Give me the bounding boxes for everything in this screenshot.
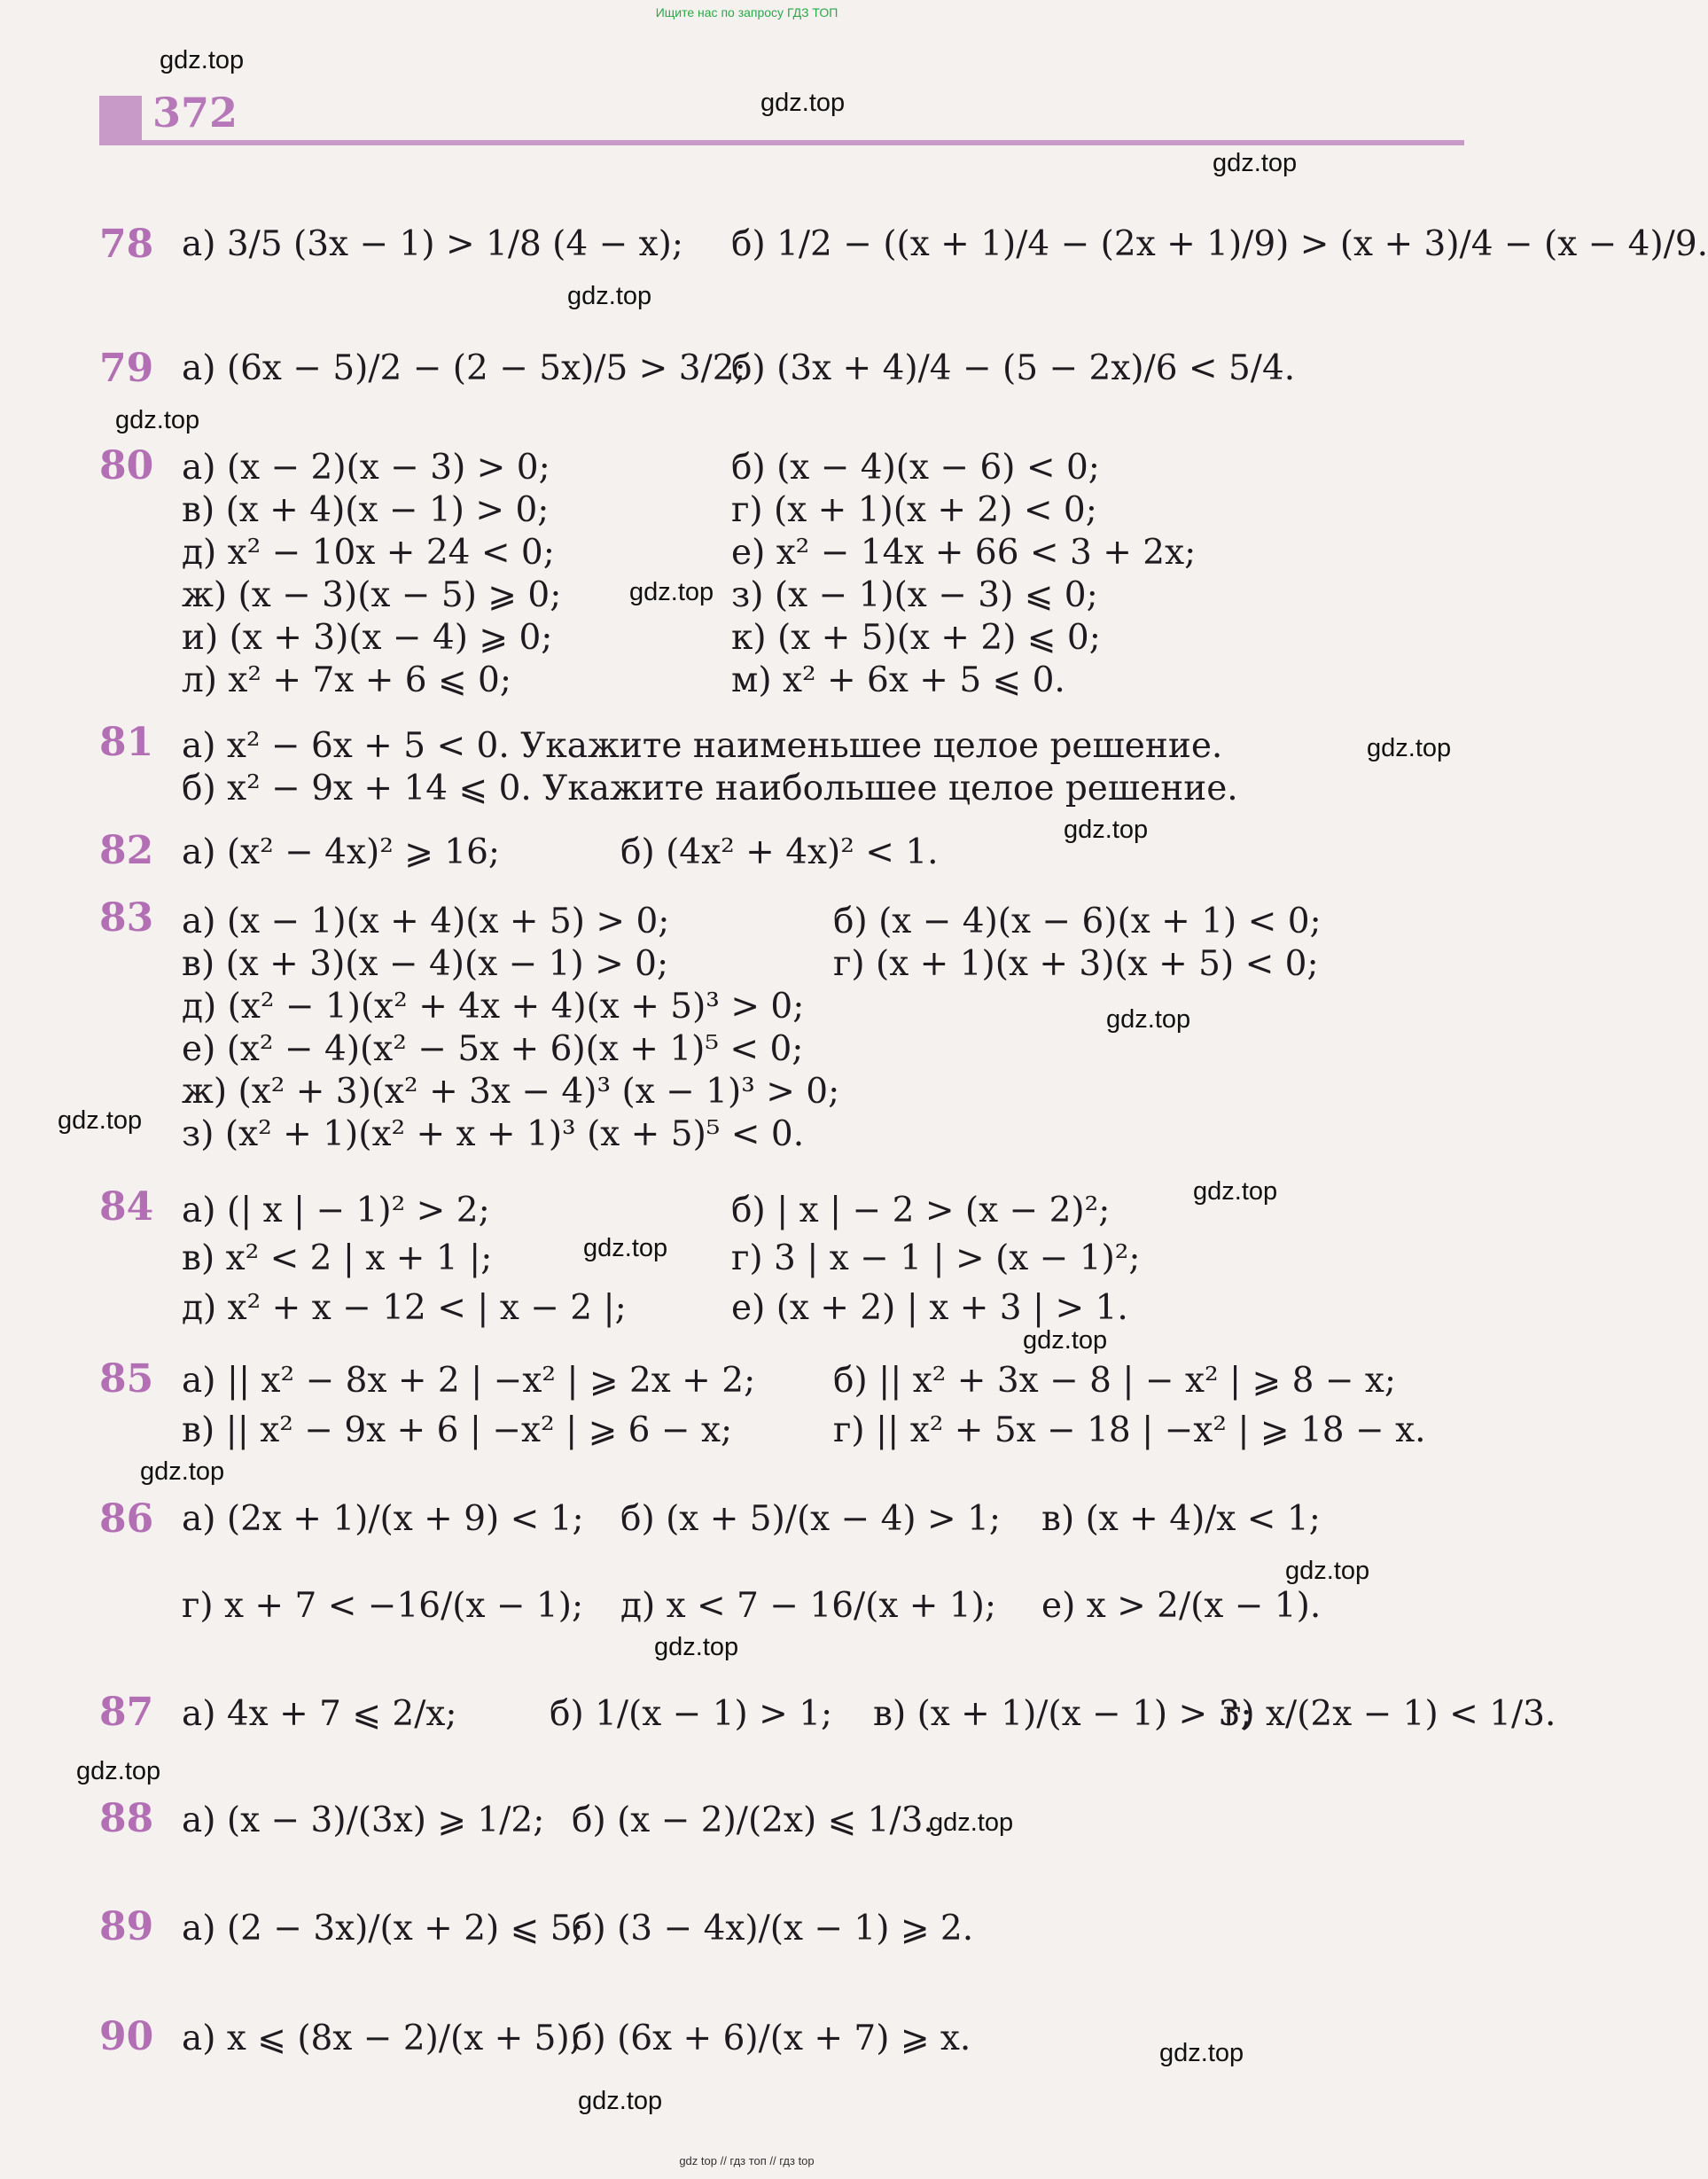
problem-81-item: а) x² − 6x + 5 < 0. Укажите наименьшее целое решение. [182,726,1223,766]
problem-83-item: ж) (x² + 3)(x² + 3x − 4)³ (x − 1)³ > 0; [182,1072,840,1112]
problem-88-item: б) (x − 2)/(2x) ⩽ 1/3. [572,1800,934,1840]
watermark: gdz.top [140,1457,225,1486]
problem-80-item: е) x² − 14x + 66 < 3 + 2x; [731,533,1197,573]
watermark: gdz.top [583,1234,668,1262]
problem-85-item: в) || x² − 9x + 6 | −x² | ⩾ 6 − x; [182,1410,733,1450]
problem-84-item: е) (x + 2) | x + 3 | > 1. [731,1288,1128,1328]
problem-number: 82 [99,828,154,873]
problem-number: 89 [99,1904,154,1949]
problem-89-item: б) (3 − 4x)/(x − 1) ⩾ 2. [572,1909,974,1949]
watermark: gdz.top [1367,734,1452,762]
problem-87-item: б) 1/(x − 1) > 1; [550,1694,833,1734]
problem-number: 90 [99,2014,154,2059]
problem-80-item: л) x² + 7x + 6 ⩽ 0; [182,660,512,700]
problem-83-item: з) (x² + 1)(x² + x + 1)³ (x + 5)⁵ < 0. [182,1114,805,1154]
problem-80-item: ж) (x − 3)(x − 5) ⩾ 0; [182,575,562,615]
problem-86-item: г) x + 7 < −16/(x − 1); [182,1586,584,1626]
problem-79-a: а) (6x − 5)/2 − (2 − 5x)/5 > 3/2; [182,348,746,388]
problem-83-item: д) (x² − 1)(x² + 4x + 4)(x + 5)³ > 0; [182,987,805,1027]
problem-80-item: б) (x − 4)(x − 6) < 0; [731,448,1100,488]
problem-83-item: в) (x + 3)(x − 4)(x − 1) > 0; [182,944,669,984]
problem-84-item: а) (| x | − 1)² > 2; [182,1191,490,1230]
problem-86-item: а) (2x + 1)/(x + 9) < 1; [182,1499,584,1539]
problem-80-item: г) (x + 1)(x + 2) < 0; [731,490,1097,530]
problem-90-item: а) x ⩽ (8x − 2)/(x + 5); [182,2019,581,2058]
problem-85-item: а) || x² − 8x + 2 | −x² | ⩾ 2x + 2; [182,1361,756,1401]
problem-number: 87 [99,1690,154,1735]
top-search-note: Ищите нас по запросу ГДЗ ТОП [655,5,838,20]
watermark: gdz.top [567,282,652,310]
problem-80-item: м) x² + 6x + 5 ⩽ 0. [731,660,1065,700]
watermark: gdz.top [629,578,714,606]
problem-86-item: б) (x + 5)/(x − 4) > 1; [620,1499,1002,1539]
problem-85-item: б) || x² + 3x − 8 | − x² | ⩾ 8 − x; [833,1361,1397,1401]
watermark: gdz.top [1285,1557,1370,1585]
problem-87-item: а) 4x + 7 ⩽ 2/x; [182,1694,457,1734]
problem-number: 86 [99,1496,154,1542]
watermark: gdz.top [76,1757,161,1785]
problem-79-b: б) (3x + 4)/4 − (5 − 2x)/6 < 5/4. [731,348,1296,388]
watermark: gdz.top [929,1808,1014,1837]
watermark: gdz.top [760,89,846,117]
problem-83-item: г) (x + 1)(x + 3)(x + 5) < 0; [833,944,1319,984]
watermark: gdz.top [1193,1177,1278,1206]
problem-81-item: б) x² − 9x + 14 ⩽ 0. Укажите наибольшее целое решение. [182,769,1238,808]
problem-86-item: д) x < 7 − 16/(x + 1); [620,1586,996,1626]
watermark: gdz.top [578,2087,663,2115]
watermark: gdz.top [1064,816,1149,844]
problem-82-b: б) (4x² + 4x)² < 1. [620,832,939,872]
problem-80-item: д) x² − 10x + 24 < 0; [182,533,555,573]
problem-84-item: д) x² + x − 12 < | x − 2 |; [182,1288,627,1328]
problem-86-item: в) (x + 4)/x < 1; [1041,1499,1321,1539]
problem-80-item: и) (x + 3)(x − 4) ⩾ 0; [182,618,553,658]
problem-87-item: г) x/(2x − 1) < 1/3. [1223,1694,1556,1734]
watermark: gdz.top [160,46,245,74]
problem-number: 85 [99,1356,154,1402]
problem-number: 78 [99,222,154,267]
watermark: gdz.top [1106,1005,1191,1034]
problem-83-item: а) (x − 1)(x + 4)(x + 5) > 0; [182,902,670,941]
page-number: 372 [152,89,238,137]
problem-80-item: а) (x − 2)(x − 3) > 0; [182,448,550,488]
problem-number: 79 [99,346,154,391]
problem-84-item: г) 3 | x − 1 | > (x − 1)²; [731,1238,1141,1278]
watermark: gdz.top [1159,2039,1244,2067]
problem-86-item: е) x > 2/(x − 1). [1041,1586,1322,1626]
problem-80-item: з) (x − 1)(x − 3) ⩽ 0; [731,575,1098,615]
watermark: gdz.top [1023,1326,1108,1355]
problem-number: 83 [99,895,154,941]
problem-83-item: е) (x² − 4)(x² − 5x + 6)(x + 1)⁵ < 0; [182,1029,804,1069]
problem-78-b: б) 1/2 − ((x + 1)/4 − (2x + 1)/9) > (x + 3)/4 − (x − 4)/9. [731,224,1708,264]
problem-90-item: б) (6x + 6)/(x + 7) ⩾ x. [572,2019,971,2058]
watermark: gdz.top [1213,149,1298,177]
watermark: gdz.top [115,406,200,434]
page-number-marker [99,96,142,140]
header-rule [99,140,1464,145]
watermark: gdz.top [654,1633,739,1661]
problem-82-a: а) (x² − 4x)² ⩾ 16; [182,832,501,872]
footer-note: gdz top // гдз топ // гдз top [679,2154,815,2167]
problem-number: 88 [99,1796,154,1841]
problem-88-item: а) (x − 3)/(3x) ⩾ 1/2; [182,1800,545,1840]
problem-84-item: б) | x | − 2 > (x − 2)²; [731,1191,1111,1230]
problem-87-item: в) (x + 1)/(x − 1) > 3; [873,1694,1252,1734]
problem-84-item: в) x² < 2 | x + 1 |; [182,1238,493,1278]
watermark: gdz.top [58,1106,143,1135]
problem-number: 81 [99,720,154,765]
problem-number: 84 [99,1184,154,1230]
problem-78-a: а) 3/5 (3x − 1) > 1/8 (4 − x); [182,224,684,264]
problem-number: 80 [99,443,154,488]
problem-83-item: б) (x − 4)(x − 6)(x + 1) < 0; [833,902,1322,941]
problem-80-item: к) (x + 5)(x + 2) ⩽ 0; [731,618,1101,658]
problem-85-item: г) || x² + 5x − 18 | −x² | ⩾ 18 − x. [833,1410,1426,1450]
problem-89-item: а) (2 − 3x)/(x + 2) ⩽ 5; [182,1909,584,1949]
problem-80-item: в) (x + 4)(x − 1) > 0; [182,490,550,530]
